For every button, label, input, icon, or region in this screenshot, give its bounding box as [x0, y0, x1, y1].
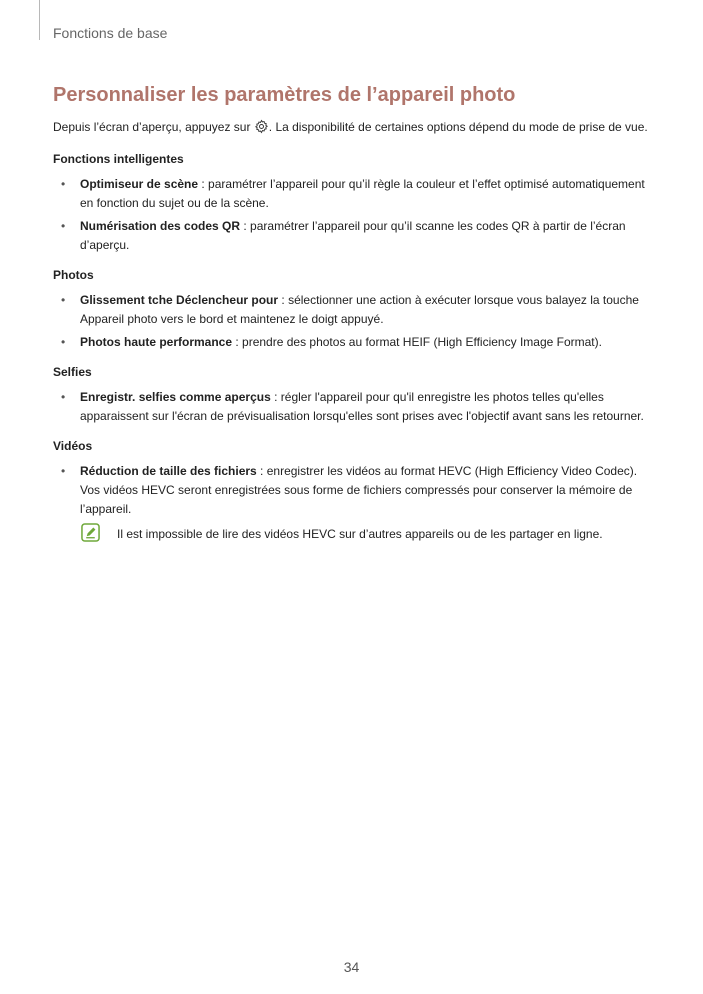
item-term: Optimiseur de scène: [80, 177, 199, 191]
page-content: [53, 82, 653, 543]
item-description: : paramétrer l’appareil pour qu’il scanne les codes QR à partir de l’écran d’aperçu.: [80, 219, 626, 252]
intro-text-end: . La disponibilité de certaines options dépend du mode de prise de vue.: [268, 120, 648, 134]
smart-functions-list: [53, 175, 653, 255]
item-description: : paramétrer l’appareil pour qu’il règle la couleur et l’effet optimisé automatiquement en fonction du sujet ou de la scène.: [80, 177, 645, 210]
page-title: Personnaliser les paramètres de l’appareil photo: [53, 84, 516, 106]
list-item: [53, 291, 653, 329]
note-text: Il est impossible de lire des vidéos HEVC sur d’autres appareils ou de les partager en ligne.: [117, 527, 603, 541]
selfies-list: [53, 388, 653, 426]
item-term: Numérisation des codes QR: [80, 219, 241, 233]
bullet: •: [61, 219, 66, 233]
item-description: : prendre des photos au format HEIF (High Efficiency Image Format).: [232, 335, 602, 349]
list-item: [53, 175, 653, 213]
bullet: •: [61, 177, 66, 191]
note-box: [53, 525, 653, 543]
intro-text-start: Depuis l’écran d’aperçu, appuyez sur: [53, 120, 254, 134]
bullet: •: [61, 293, 66, 307]
videos-list: [53, 462, 653, 519]
intro-paragraph: [53, 118, 653, 137]
list-item: [53, 388, 653, 426]
item-description: : sélectionner une action à exécuter lorsque vous balayez la touche Appareil photo vers le bord et maintenez le doigt appuyé.: [80, 293, 639, 326]
running-header: Fonctions de base: [53, 25, 168, 41]
gear-icon: [254, 119, 269, 134]
list-item: [53, 217, 653, 255]
header-rule: [39, 0, 40, 40]
item-term: Réduction de taille des fichiers: [80, 464, 257, 478]
bullet: •: [61, 335, 66, 349]
section-heading-smart: Fonctions intelligentes: [53, 152, 184, 166]
item-description: : enregistrer les vidéos au format HEVC (High Efficiency Video Codec). Vos vidéos HEVC seront enregistrées sous forme de fichiers compressés pour conserver la mémoire de l’appareil.: [80, 464, 638, 516]
item-term: Enregistr. selfies comme aperçus: [80, 390, 271, 404]
bullet: •: [61, 390, 66, 404]
note-pencil-icon: [81, 523, 100, 542]
bullet: •: [61, 464, 66, 478]
section-heading-videos: Vidéos: [53, 439, 93, 453]
section-heading-photos: Photos: [53, 268, 94, 282]
photos-list: [53, 291, 653, 352]
item-term: Photos haute performance: [80, 335, 233, 349]
item-description: : régler l'appareil pour qu'il enregistre les photos telles qu'elles apparaissent sur l'écran de prévisualisation lorsqu'elles sont prises avec l'objectif avant sans les retourner.: [80, 390, 644, 423]
list-item: [53, 462, 653, 519]
item-term: Glissement tche Déclencheur pour: [80, 293, 279, 307]
section-heading-selfies: Selfies: [53, 365, 92, 379]
page-number: 34: [343, 959, 360, 975]
list-item: [53, 333, 653, 352]
